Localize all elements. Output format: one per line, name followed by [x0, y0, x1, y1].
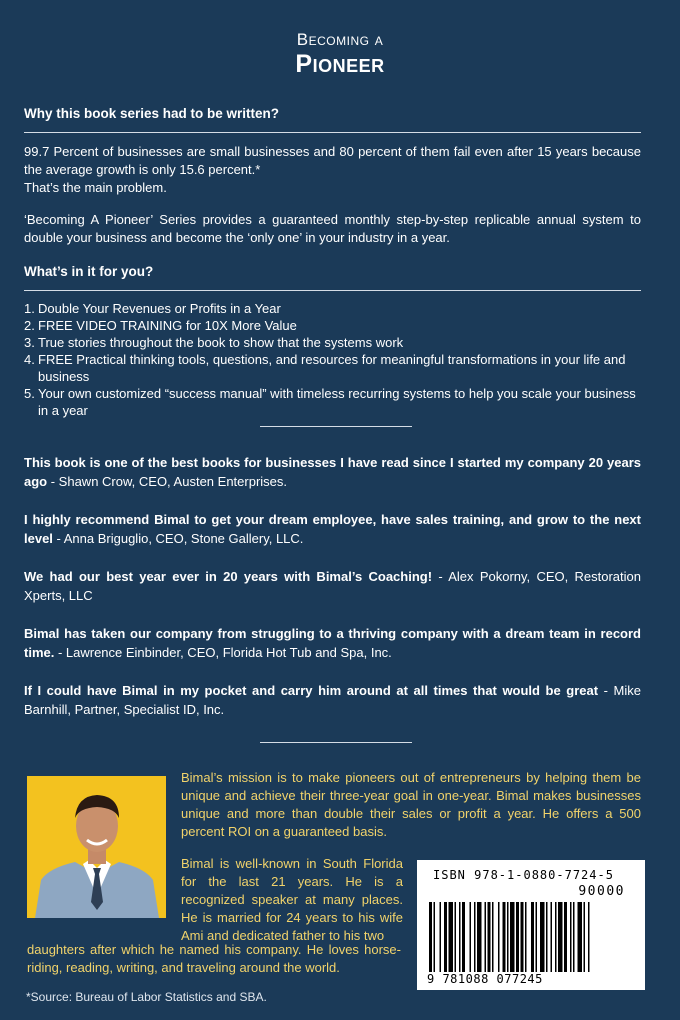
section2-heading: What’s in it for you? — [24, 264, 154, 279]
barcode-bar — [470, 902, 472, 972]
barcode-bar — [507, 902, 509, 972]
testimonial: This book is one of the best books for businesses I have read since I started my company 20 years ago - Shawn Crow, CEO, Austen Enterprises. — [24, 455, 641, 489]
section1-heading: Why this book series had to be written? — [24, 106, 280, 121]
section1-paragraph-1: 99.7 Percent of businesses are small businesses and 80 percent of them fail even after 15 years because the average growth is only 15.6 percent.* — [24, 144, 641, 177]
barcode-bar — [474, 902, 476, 972]
book-title — [0, 30, 680, 78]
barcode-bar — [521, 902, 524, 972]
isbn-number: ISBN 978-1-0880-7724-5 — [433, 868, 614, 882]
barcode-bar — [492, 902, 494, 972]
list-item: 2. FREE VIDEO TRAINING for 10X More Value — [24, 318, 297, 333]
list-item: 4. FREE Practical thinking tools, questions, and resources for meaningful transformations in your life and business — [24, 352, 626, 384]
price-code: 90000 — [578, 884, 625, 899]
bio-paragraph-3: daughters after which he named his company. He loves horse-riding, reading, writing, and traveling around the world. — [27, 942, 401, 975]
barcode-bar — [440, 902, 442, 972]
isbn-barcode — [417, 860, 645, 990]
divider — [260, 426, 412, 427]
barcode-bar — [570, 902, 572, 972]
benefits-list — [24, 300, 641, 419]
barcode-bar — [555, 902, 557, 972]
barcode-bar — [573, 902, 575, 972]
testimonial: Bimal has taken our company from struggling to a thriving company with a dream team in record time. - Lawrence Einbinder, CEO, Florida Hot Tub and Spa, Inc. — [24, 626, 641, 660]
barcode-bar — [429, 902, 432, 972]
list-item: 3. True stories throughout the book to show that the systems work — [24, 335, 404, 350]
testimonial: We had our best year ever in 20 years with Bimal’s Coaching! - Alex Pokorny, CEO, Restoration Xperts, LLC — [24, 569, 641, 603]
barcode-bar — [477, 902, 482, 972]
section1-paragraph-2: ‘Becoming A Pioneer’ Series provides a guaranteed monthly step-by-step replicable annual system to double your business and become the ‘only one’ in your industry in a year. — [24, 212, 641, 245]
testimonial: I highly recommend Bimal to get your dream employee, have sales training, and grow to the next level - Anna Briguglio, CEO, Stone Gallery, LLC. — [24, 512, 641, 546]
barcode-bar — [540, 902, 545, 972]
list-item: 5. Your own customized “success manual” with timeless recurring systems to help you scale your business in a year — [24, 386, 636, 418]
testimonial: If I could have Bimal in my pocket and carry him around at all times that would be great - Mike Barnhill, Partner, Specialist ID, Inc. — [24, 683, 642, 717]
barcode-bar — [462, 902, 465, 972]
barcode-bar — [558, 902, 563, 972]
barcode-bar — [516, 902, 519, 972]
barcode-bars — [429, 902, 633, 972]
barcode-bar — [449, 902, 454, 972]
barcode-bar — [459, 902, 461, 972]
author-illustration — [27, 776, 166, 918]
section1-rule — [24, 132, 641, 133]
barcode-bar — [444, 902, 447, 972]
barcode-bar — [503, 902, 506, 972]
list-item: 1. Double Your Revenues or Profits in a Year — [24, 301, 281, 316]
divider — [260, 742, 412, 743]
barcode-bar — [531, 902, 534, 972]
bio-paragraph-1: Bimal’s mission is to make pioneers out of entrepreneurs by helping them be unique and achieve their three-year goal in one-year. Bimal makes businesses unique and more than double their sales or profit a year. He offers a 500 percent ROI on a guaranteed basis. — [181, 770, 641, 839]
ean-number: 9 781088 077245 — [427, 972, 543, 986]
barcode-bar — [551, 902, 553, 972]
barcode-bar — [455, 902, 457, 972]
barcode-bar — [498, 902, 500, 972]
barcode-bar — [588, 902, 590, 972]
footnote: *Source: Bureau of Labor Statistics and SBA. — [26, 990, 267, 1004]
barcode-bar — [564, 902, 567, 972]
barcode-bar — [434, 902, 436, 972]
barcode-bar — [584, 902, 586, 972]
barcode-bar — [488, 902, 491, 972]
author-photo — [27, 776, 166, 918]
bio-paragraph-2: Bimal is well-known in South Florida for the last 21 years. He is a recognized speaker at many places. He is married for 24 years to his wife Ami and dedicated father to his two — [181, 856, 403, 943]
barcode-bar — [546, 902, 548, 972]
barcode-bar — [510, 902, 515, 972]
section1-paragraph-1b: That’s the main problem. — [24, 180, 167, 195]
barcode-bar — [485, 902, 487, 972]
barcode-bar — [578, 902, 583, 972]
barcode-bar — [525, 902, 527, 972]
title-small: Becoming a — [296, 30, 384, 49]
barcode-bar — [536, 902, 538, 972]
section2-rule — [24, 290, 641, 291]
title-big: Pioneer — [295, 50, 385, 78]
